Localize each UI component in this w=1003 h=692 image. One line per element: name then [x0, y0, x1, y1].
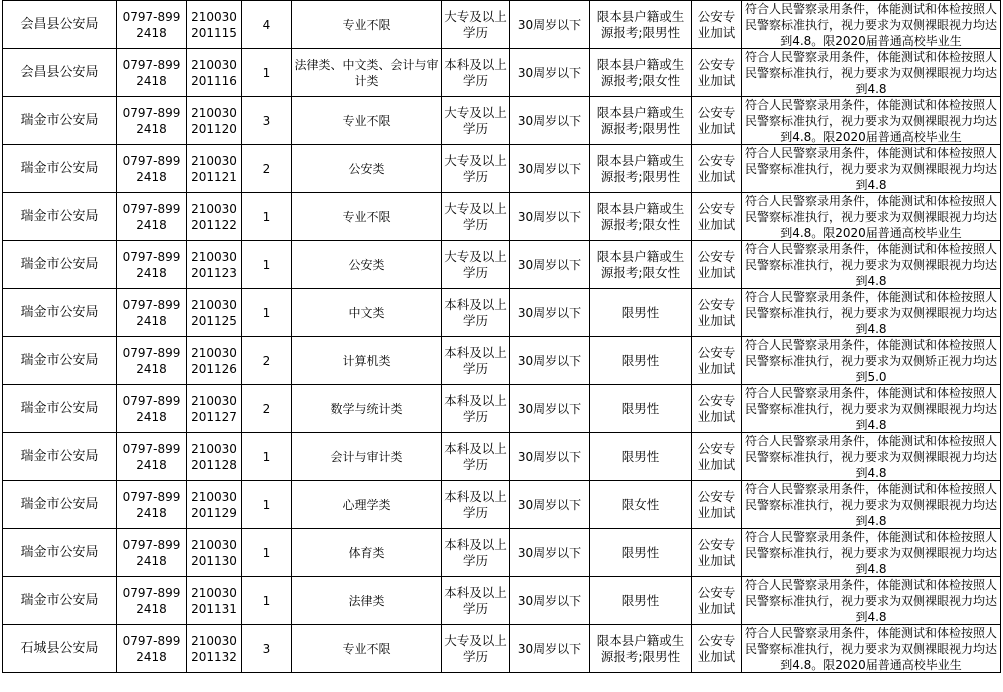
table-row [3, 193, 1001, 241]
table-row [3, 529, 1001, 577]
other-condition-cell: 限男性 [590, 529, 692, 577]
remarks-cell [742, 481, 1001, 529]
phone-cell: 0797-8992418 [117, 433, 187, 481]
recruit-count-cell: 2 [242, 385, 292, 433]
other-condition-cell: 限女性 [590, 481, 692, 529]
phone-cell: 0797-8992418 [117, 97, 187, 145]
remarks-text: 符合人民警察录用条件，体能测试和体检按照人民警察标准执行，视力要求为双侧裸眼视力均达到4.8。限2020届普通高校毕业生 [744, 194, 997, 240]
major-cell: 数学与统计类 [292, 385, 442, 433]
major-cell: 计算机类 [292, 337, 442, 385]
major-cell: 中文类 [292, 289, 442, 337]
table-row [3, 1, 1001, 49]
major-cell: 公安类 [292, 145, 442, 193]
phone-cell: 0797-8992418 [117, 241, 187, 289]
other-condition-cell: 限本县户籍或生源报考;限男性 [590, 97, 692, 145]
education-cell: 大专及以上学历 [442, 193, 510, 241]
phone-cell: 0797-8992418 [117, 193, 187, 241]
exam-cell: 公安专业加试 [692, 49, 742, 97]
phone-cell: 0797-8992418 [117, 577, 187, 625]
education-cell: 大专及以上学历 [442, 145, 510, 193]
remarks-cell [742, 193, 1001, 241]
education-cell: 本科及以上学历 [442, 577, 510, 625]
remarks-cell [742, 49, 1001, 97]
major-cell: 专业不限 [292, 1, 442, 49]
other-condition-cell: 限本县户籍或生源报考;限男性 [590, 625, 692, 673]
exam-cell: 公安专业加试 [692, 433, 742, 481]
age-cell: 30周岁以下 [510, 385, 590, 433]
exam-cell: 公安专业加试 [692, 241, 742, 289]
remarks-text: 符合人民警察录用条件，体能测试和体检按照人民警察标准执行，视力要求为双侧裸眼视力均达到4.8。限2020届普通高校毕业生 [744, 98, 997, 144]
recruitment-table [2, 0, 1001, 673]
position-code-cell: 210030201132 [187, 625, 242, 673]
recruit-count-cell: 3 [242, 625, 292, 673]
phone-cell: 0797-8992418 [117, 337, 187, 385]
education-cell: 大专及以上学历 [442, 97, 510, 145]
remarks-cell [742, 625, 1001, 673]
table-row [3, 625, 1001, 673]
recruit-count-cell: 1 [242, 241, 292, 289]
position-code-cell: 210030201122 [187, 193, 242, 241]
table-row [3, 49, 1001, 97]
position-code-cell: 210030201131 [187, 577, 242, 625]
recruit-count-cell: 1 [242, 529, 292, 577]
remarks-text: 符合人民警察录用条件，体能测试和体检按照人民警察标准执行，视力要求为双侧裸眼视力均达到4.8 [744, 242, 997, 288]
other-condition-cell: 限男性 [590, 433, 692, 481]
major-cell: 会计与审计类 [292, 433, 442, 481]
unit-cell: 会昌县公安局 [3, 49, 117, 97]
position-code-cell: 210030201123 [187, 241, 242, 289]
recruit-count-cell: 1 [242, 49, 292, 97]
recruit-count-cell: 1 [242, 481, 292, 529]
unit-cell: 瑞金市公安局 [3, 241, 117, 289]
remarks-text: 符合人民警察录用条件，体能测试和体检按照人民警察标准执行，视力要求为双侧裸眼视力均达到4.8 [744, 482, 997, 528]
age-cell: 30周岁以下 [510, 529, 590, 577]
exam-cell: 公安专业加试 [692, 577, 742, 625]
recruit-count-cell: 1 [242, 577, 292, 625]
recruit-count-cell: 4 [242, 1, 292, 49]
table-row [3, 337, 1001, 385]
age-cell: 30周岁以下 [510, 241, 590, 289]
other-condition-cell: 限本县户籍或生源报考;限女性 [590, 241, 692, 289]
phone-cell: 0797-8992418 [117, 289, 187, 337]
other-condition-cell: 限男性 [590, 289, 692, 337]
recruit-count-cell: 1 [242, 193, 292, 241]
other-condition-cell: 限本县户籍或生源报考;限女性 [590, 193, 692, 241]
phone-cell: 0797-8992418 [117, 1, 187, 49]
recruit-count-cell: 2 [242, 145, 292, 193]
remarks-text: 符合人民警察录用条件，体能测试和体检按照人民警察标准执行，视力要求为双侧裸眼视力均达到4.8 [744, 50, 997, 96]
phone-cell: 0797-8992418 [117, 529, 187, 577]
table-row [3, 289, 1001, 337]
unit-cell: 瑞金市公安局 [3, 385, 117, 433]
table-row [3, 481, 1001, 529]
position-code-cell: 210030201128 [187, 433, 242, 481]
remarks-text: 符合人民警察录用条件，体能测试和体检按照人民警察标准执行，视力要求为双侧裸眼视力均达到4.8。限2020届普通高校毕业生 [744, 626, 997, 672]
remarks-cell [742, 1, 1001, 49]
education-cell: 本科及以上学历 [442, 49, 510, 97]
remarks-text: 符合人民警察录用条件，体能测试和体检按照人民警察标准执行，视力要求为双侧裸眼视力均达到4.8 [744, 386, 997, 432]
table-row [3, 241, 1001, 289]
unit-cell: 瑞金市公安局 [3, 193, 117, 241]
age-cell: 30周岁以下 [510, 145, 590, 193]
major-cell: 专业不限 [292, 625, 442, 673]
remarks-cell [742, 145, 1001, 193]
exam-cell: 公安专业加试 [692, 97, 742, 145]
age-cell: 30周岁以下 [510, 97, 590, 145]
remarks-cell [742, 577, 1001, 625]
unit-cell: 瑞金市公安局 [3, 529, 117, 577]
exam-cell: 公安专业加试 [692, 193, 742, 241]
age-cell: 30周岁以下 [510, 625, 590, 673]
age-cell: 30周岁以下 [510, 289, 590, 337]
major-cell: 公安类 [292, 241, 442, 289]
major-cell: 心理学类 [292, 481, 442, 529]
major-cell: 专业不限 [292, 97, 442, 145]
age-cell: 30周岁以下 [510, 193, 590, 241]
recruit-count-cell: 3 [242, 97, 292, 145]
remarks-cell [742, 529, 1001, 577]
major-cell: 法律类、中文类、会计与审计类 [292, 49, 442, 97]
other-condition-cell: 限男性 [590, 385, 692, 433]
remarks-text: 符合人民警察录用条件，体能测试和体检按照人民警察标准执行，视力要求为双侧裸眼视力均达到4.8 [744, 530, 997, 576]
education-cell: 本科及以上学历 [442, 481, 510, 529]
phone-cell: 0797-8992418 [117, 145, 187, 193]
age-cell: 30周岁以下 [510, 49, 590, 97]
education-cell: 本科及以上学历 [442, 385, 510, 433]
position-code-cell: 210030201121 [187, 145, 242, 193]
table-row [3, 97, 1001, 145]
other-condition-cell: 限男性 [590, 337, 692, 385]
other-condition-cell: 限男性 [590, 577, 692, 625]
remarks-cell [742, 241, 1001, 289]
position-code-cell: 210030201126 [187, 337, 242, 385]
position-code-cell: 210030201120 [187, 97, 242, 145]
table-row [3, 577, 1001, 625]
unit-cell: 瑞金市公安局 [3, 145, 117, 193]
exam-cell: 公安专业加试 [692, 1, 742, 49]
education-cell: 本科及以上学历 [442, 289, 510, 337]
other-condition-cell: 限本县户籍或生源报考;限男性 [590, 145, 692, 193]
unit-cell: 瑞金市公安局 [3, 577, 117, 625]
age-cell: 30周岁以下 [510, 1, 590, 49]
phone-cell: 0797-8992418 [117, 625, 187, 673]
position-code-cell: 210030201115 [187, 1, 242, 49]
exam-cell: 公安专业加试 [692, 529, 742, 577]
exam-cell: 公安专业加试 [692, 337, 742, 385]
exam-cell: 公安专业加试 [692, 625, 742, 673]
table-body [3, 1, 1001, 673]
exam-cell: 公安专业加试 [692, 289, 742, 337]
major-cell: 专业不限 [292, 193, 442, 241]
unit-cell: 瑞金市公安局 [3, 433, 117, 481]
position-code-cell: 210030201130 [187, 529, 242, 577]
phone-cell: 0797-8992418 [117, 481, 187, 529]
remarks-cell [742, 97, 1001, 145]
phone-cell: 0797-8992418 [117, 49, 187, 97]
education-cell: 大专及以上学历 [442, 1, 510, 49]
recruit-count-cell: 2 [242, 337, 292, 385]
remarks-text: 符合人民警察录用条件，体能测试和体检按照人民警察标准执行，视力要求为双侧裸眼视力均达到4.8 [744, 434, 997, 480]
exam-cell: 公安专业加试 [692, 385, 742, 433]
remarks-text: 符合人民警察录用条件，体能测试和体检按照人民警察标准执行，视力要求为双侧裸眼视力均达到4.8 [744, 578, 997, 624]
education-cell: 大专及以上学历 [442, 625, 510, 673]
remarks-text: 符合人民警察录用条件，体能测试和体检按照人民警察标准执行，视力要求为双侧裸眼视力均达到4.8 [744, 290, 997, 336]
other-condition-cell: 限本县户籍或生源报考;限男性 [590, 1, 692, 49]
exam-cell: 公安专业加试 [692, 481, 742, 529]
education-cell: 本科及以上学历 [442, 529, 510, 577]
unit-cell: 瑞金市公安局 [3, 289, 117, 337]
remarks-text: 符合人民警察录用条件，体能测试和体检按照人民警察标准执行，视力要求为双侧矫正视力均达到5.0 [744, 338, 997, 384]
remarks-cell [742, 337, 1001, 385]
other-condition-cell: 限本县户籍或生源报考;限女性 [590, 49, 692, 97]
remarks-cell [742, 289, 1001, 337]
unit-cell: 瑞金市公安局 [3, 97, 117, 145]
table-row [3, 145, 1001, 193]
position-code-cell: 210030201116 [187, 49, 242, 97]
recruit-count-cell: 1 [242, 289, 292, 337]
position-code-cell: 210030201129 [187, 481, 242, 529]
position-code-cell: 210030201127 [187, 385, 242, 433]
education-cell: 本科及以上学历 [442, 433, 510, 481]
recruit-count-cell: 1 [242, 433, 292, 481]
education-cell: 本科及以上学历 [442, 337, 510, 385]
unit-cell: 瑞金市公安局 [3, 337, 117, 385]
major-cell: 法律类 [292, 577, 442, 625]
age-cell: 30周岁以下 [510, 577, 590, 625]
remarks-text: 符合人民警察录用条件，体能测试和体检按照人民警察标准执行，视力要求为双侧裸眼视力均达到4.8 [744, 146, 997, 192]
remarks-text: 符合人民警察录用条件，体能测试和体检按照人民警察标准执行，视力要求为双侧裸眼视力均达到4.8。限2020届普通高校毕业生 [744, 2, 997, 48]
phone-cell: 0797-8992418 [117, 385, 187, 433]
remarks-cell [742, 433, 1001, 481]
unit-cell: 瑞金市公安局 [3, 481, 117, 529]
unit-cell: 会昌县公安局 [3, 1, 117, 49]
education-cell: 大专及以上学历 [442, 241, 510, 289]
remarks-cell [742, 385, 1001, 433]
age-cell: 30周岁以下 [510, 481, 590, 529]
table-row [3, 433, 1001, 481]
exam-cell: 公安专业加试 [692, 145, 742, 193]
major-cell: 体育类 [292, 529, 442, 577]
unit-cell: 石城县公安局 [3, 625, 117, 673]
position-code-cell: 210030201125 [187, 289, 242, 337]
table-row [3, 385, 1001, 433]
age-cell: 30周岁以下 [510, 433, 590, 481]
age-cell: 30周岁以下 [510, 337, 590, 385]
